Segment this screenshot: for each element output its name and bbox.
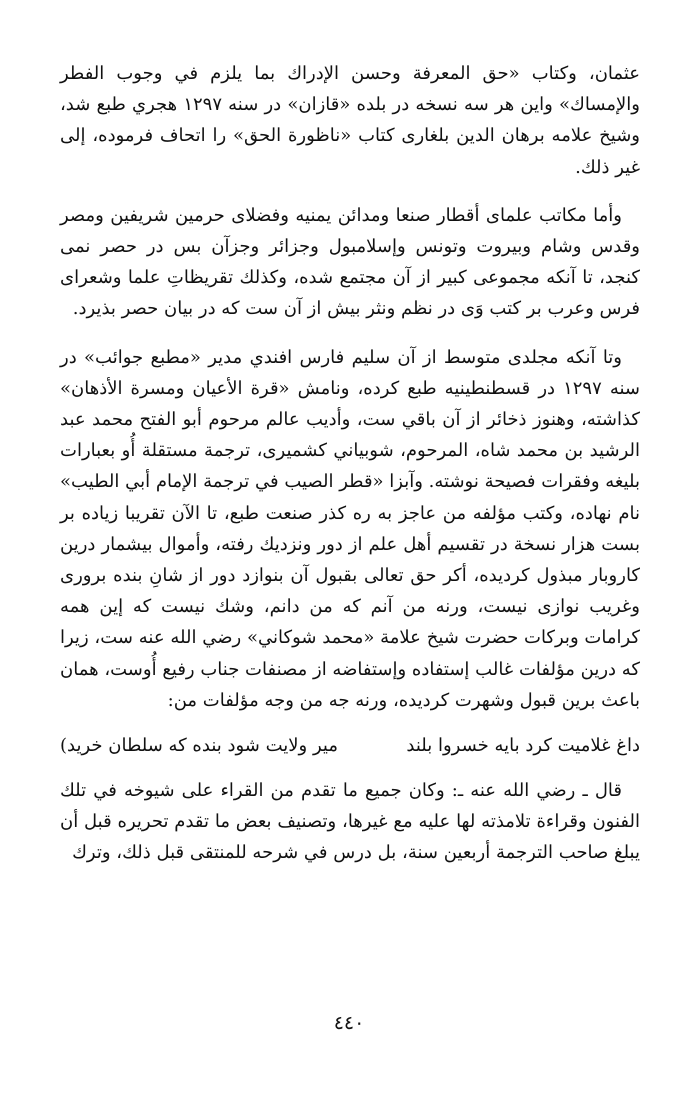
verse-second-hemistich: مير ولايت شود بنده كه سلطان خريد) <box>60 735 338 757</box>
paragraph-3: وتا آنكه مجلدى متوسط از آن سليم فارس افندي مدير «مطبع جوائب» در سنه ۱۲۹۷ در قسطنطينيه طبع كرده، ونامش «قرة الأعيان ومسرة الأذهان» كذاشته، وهنوز ذخائر از آن باقي ست، وأديب عالم مرحوم أبو الفتح محمد عبد الرشيد بن محمد شاه، المرحوم، شوبياني كشميرى، ترجمة مستقلة أُو بعبارات بليغه وفقرات فصيحة نوشته. وآبزا «قطر الصيب في ترجمة الإمام أبي الطيب» نام نهاده، وكتب مؤلفه من عاجز به ره كذر صنعت طبع، تا الآن تقريبا زياده بر بست هزار نسخة در تقسيم أهل علم از دور ونزديك رفته، وأموال بيشمار درين كاروبار مبذول كرديده، أكر حق تعالى بقبول آن بنوازد دور از شانِ بنده برورى وغريب نوازى نيست، ورنه من آنم كه من دانم، وشك نيست كه إين همه كرامات وبركات حضرت شيخ علامة «محمد شوكاني» رضي الله عنه ست، زيرا كه درين مؤلفات غالب إستفاده وإستفاضه از مصنفات جناب رفيع أُوست، همان باعث برين قبول وشهرت كرديده، ورنه جه من وجه مؤلفات من: <box>60 346 640 711</box>
page-number: ٤٤٠ <box>333 1012 365 1034</box>
paragraph-gap <box>60 716 640 730</box>
paragraph-2: وأما مكاتب علماى أقطار صنعا ومدائن يمنيه وفضلاى حرمين شريفين ومصر وقدس وشام وبيروت وتونس وإسلامبول وجزائر وجزآن بس در حصر نمى كنجد، تا آنكه مجموعى كبير از آن مجتمع شده، وكذلك تقريظاتِ علما وشعراى فرس وعرب بر كتب وَى در نظم ونثر بيش از آن ست كه در بيان حصر بذيرد. <box>60 204 640 320</box>
paragraph-gap <box>60 183 640 200</box>
paragraph-gap <box>60 761 640 775</box>
paragraph-1: عثمان، وكتاب «حق المعرفة وحسن الإدراك بما يلزم في وجوب الفطر والإمساك» واين هر سه نسخه در بلده «قازان» در سنه ۱۲۹۷ هجري طبع شد، وشيخ علامه برهان الدين بلغارى كتاب «ناظورة الحق» را اتحاف فرموده، إلى غير ذلك. <box>60 63 640 178</box>
paragraph-gap <box>60 325 640 342</box>
page-body <box>60 58 640 869</box>
paragraph-4: قال ـ رضي الله عنه ـ: وكان جميع ما تقدم من القراء على شيوخه في تلك الفنون وقراءة تلامذته لها عليه مع غيرها، وتصنيف بعض ما تقدم تحريره قبل أن يبلغ صاحب الترجمة أربعين سنة، بل درس في شرحه للمنتقى قبل ذلك، وترك <box>60 780 640 864</box>
persian-verse <box>60 730 640 761</box>
verse-first-hemistich: داغ غلاميت كرد بايه خسروا بلند <box>406 735 640 757</box>
